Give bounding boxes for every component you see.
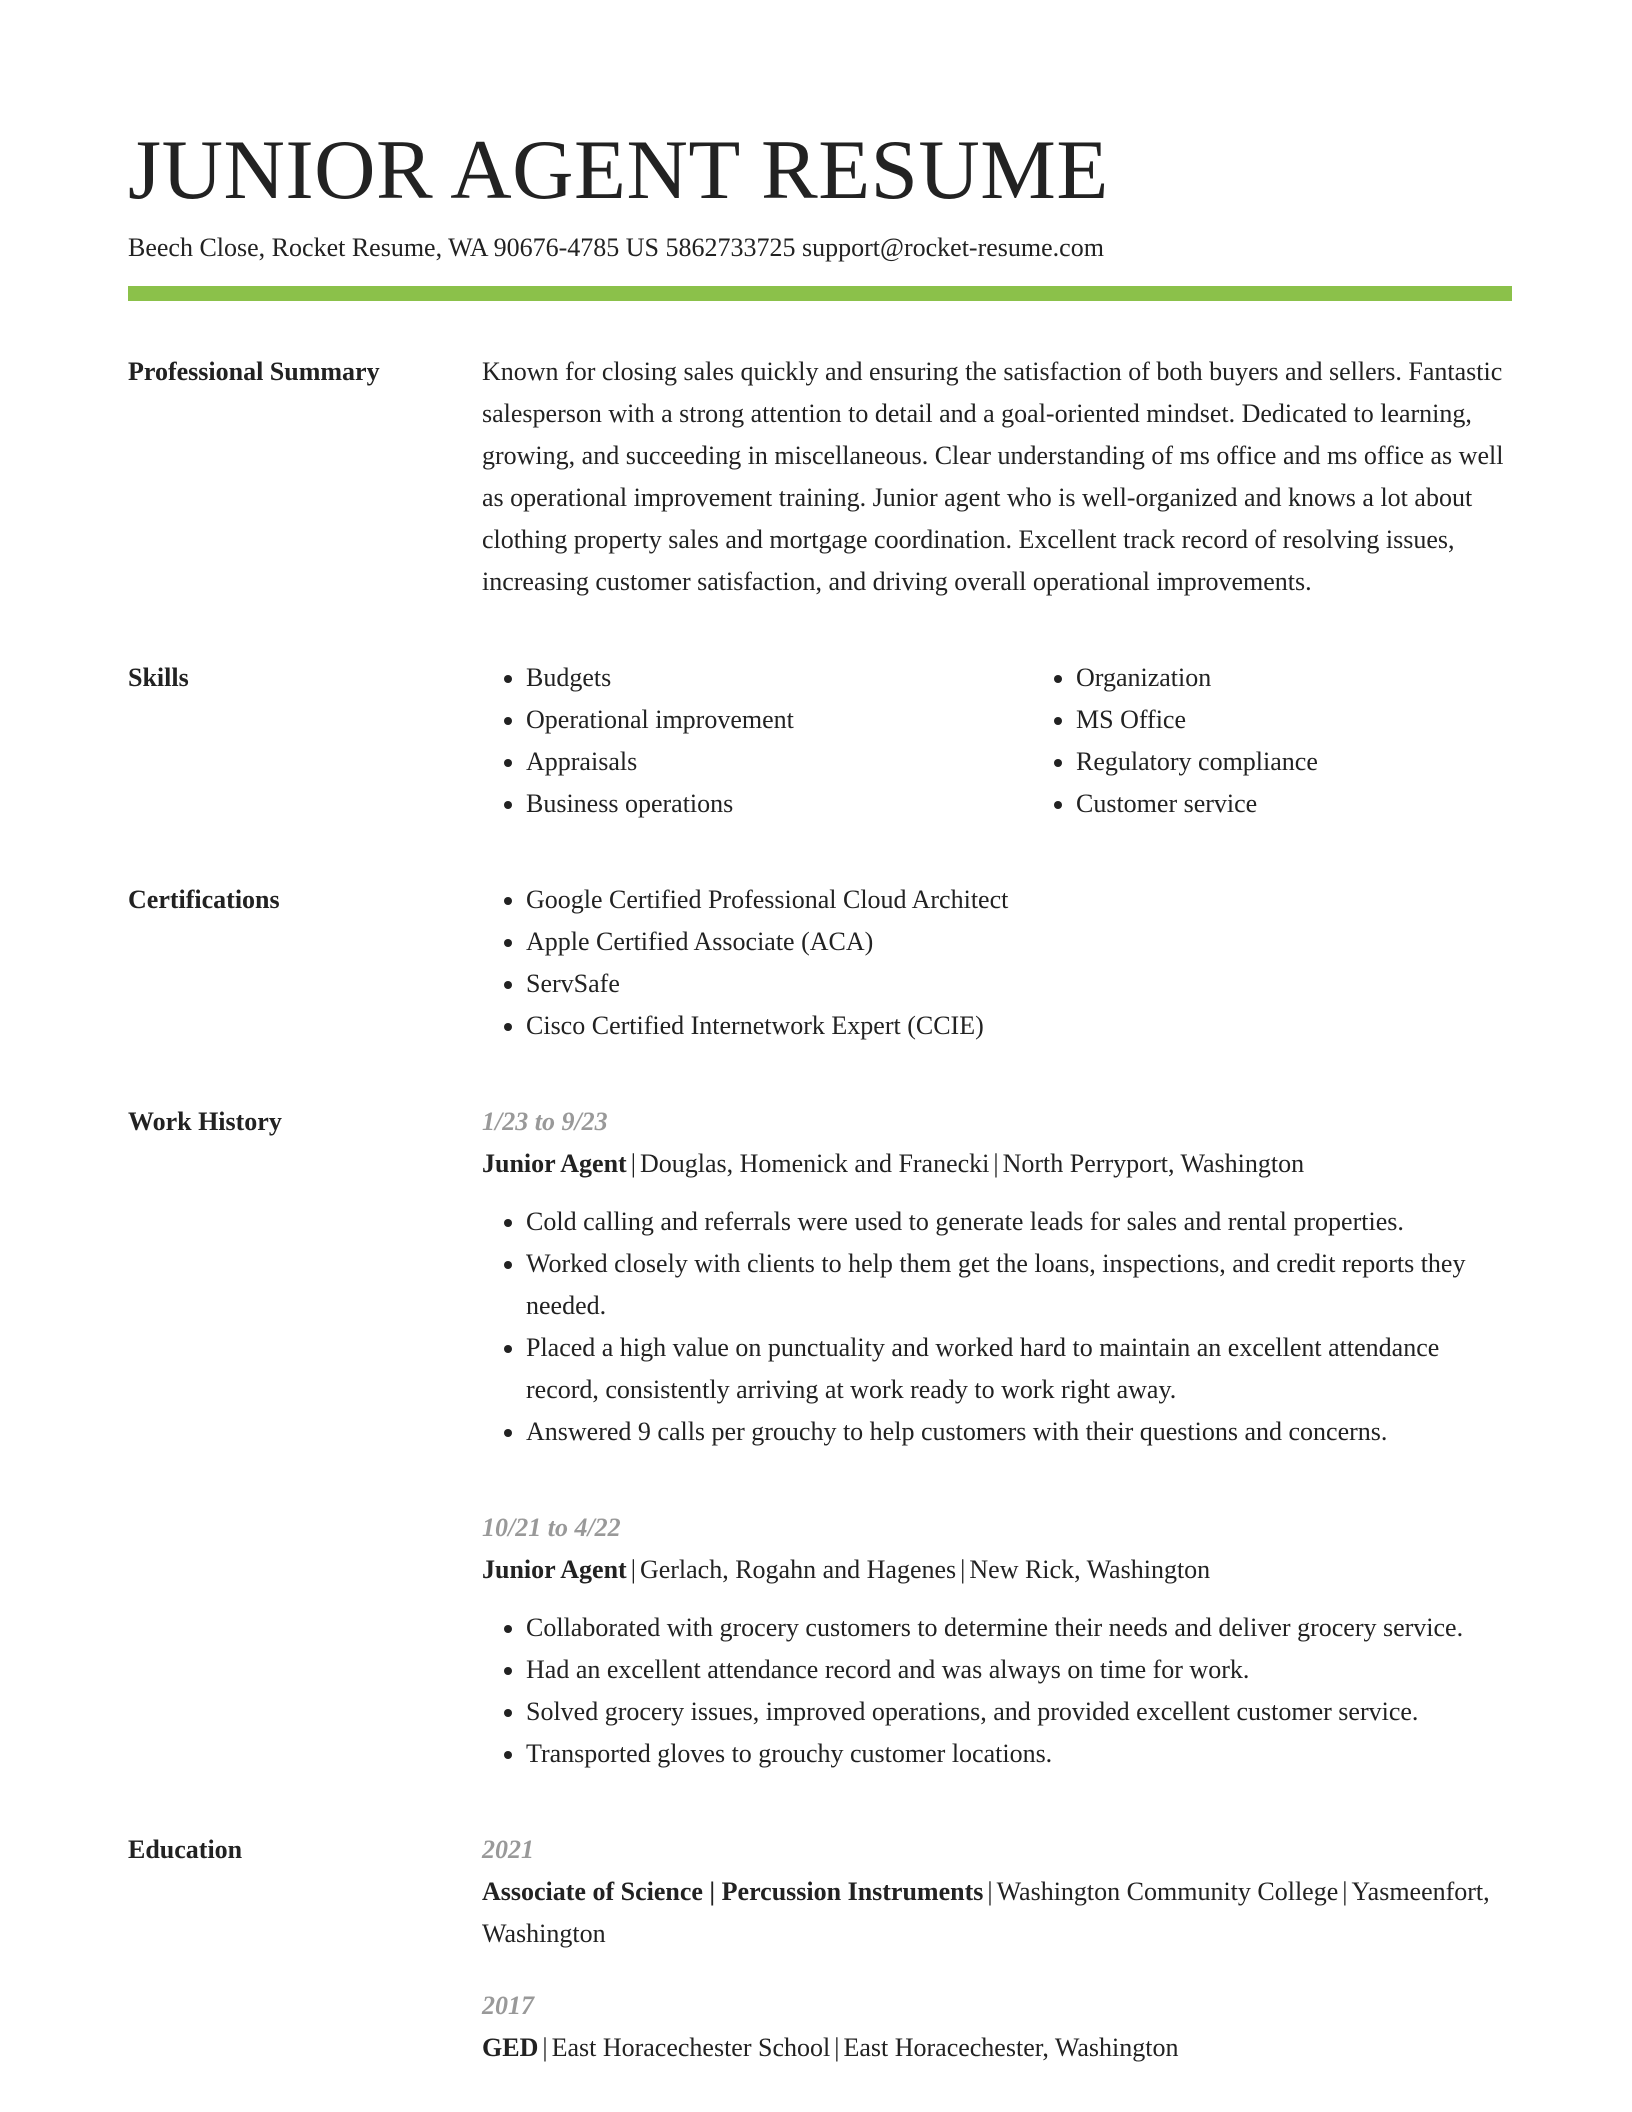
skill-item: • MS Office [1076, 699, 1582, 741]
job-dates: 1/23 to 9/23 [482, 1107, 608, 1136]
certifications-list [482, 879, 1512, 1047]
education-year: 2017 [482, 1991, 534, 2020]
job-company: Gerlach, Rogahn and Hagenes [639, 1555, 957, 1584]
skill-item: • Budgets [526, 657, 1032, 699]
job-bullet: • Worked closely with clients to help them get the loans, inspections, and credit reports they needed. [526, 1243, 1512, 1327]
section-label-work-history: Work History [128, 1107, 282, 1136]
job-bullet: • Transported gloves to grouchy customer locations. [526, 1733, 1512, 1775]
education-school: East Horacechester School [551, 2033, 831, 2062]
education-header: Associate of Science | Percussion Instruments | Washington Community College | Yasmeenfort, Washington [482, 1877, 1490, 1948]
certifications-body [482, 879, 1512, 1047]
job-location: New Rick, Washington [969, 1555, 1211, 1584]
job-bullet: • Solved grocery issues, improved operations, and provided excellent customer service. [526, 1691, 1512, 1733]
section-label-certifications: Certifications [128, 885, 280, 914]
skill-item: • Appraisals [526, 741, 1032, 783]
skill-item: • Regulatory compliance [1076, 741, 1582, 783]
education-location: Yasmeenfort, Washington [482, 1877, 1490, 1948]
job-bullet: • Placed a high value on punctuality and worked hard to maintain an excellent attendance record, consistently arriving at work ready to work right away. [526, 1327, 1512, 1411]
education-header: GED | East Horacechester School | East Horacechester, Washington [482, 2033, 1179, 2062]
job-header: Junior Agent | Gerlach, Rogahn and Hagenes | New Rick, Washington [482, 1555, 1211, 1584]
education-location: East Horacechester, Washington [843, 2033, 1179, 2062]
accent-divider [128, 286, 1512, 301]
job-entry [482, 1101, 1512, 1453]
summary-text: Known for closing sales quickly and ensuring the satisfaction of both buyers and sellers. Fantastic salesperson with a strong attention to detail and a goal-oriented mindset. Dedicated to learning, growing, and succeeding in miscellaneous. Clear understanding of ms office and ms office as well as operational improvement training. Junior agent who is well-organized and knows a lot about clothing property sales and mortgage coordination. Excellent track record of resolving issues, increasing customer satisfaction, and driving overall operational improvements. [482, 357, 1504, 596]
job-bullets [482, 1201, 1512, 1453]
job-location: North Perryport, Washington [1002, 1149, 1305, 1178]
job-company: Douglas, Homenick and Franecki [639, 1149, 990, 1178]
job-bullet: • Collaborated with grocery customers to determine their needs and deliver grocery service. [526, 1607, 1512, 1649]
job-bullets [482, 1607, 1512, 1775]
section-label-education: Education [128, 1835, 243, 1864]
contact-line: Beech Close, Rocket Resume, WA 90676-4785 US 5862733725 support@rocket-resume.com [128, 233, 1104, 262]
job-title: Junior Agent [482, 1149, 627, 1178]
certification-item: • Cisco Certified Internetwork Expert (CCIE) [526, 1005, 1512, 1047]
summary-section [128, 351, 1512, 603]
job-entry [482, 1507, 1512, 1775]
certification-item: • Apple Certified Associate (ACA) [526, 921, 1512, 963]
skills-grid [482, 657, 1582, 825]
skill-item: • Customer service [1076, 783, 1582, 825]
job-title: Junior Agent [482, 1555, 627, 1584]
education-entry [482, 1985, 1512, 2069]
education-year: 2021 [482, 1835, 534, 1864]
job-bullet: • Answered 9 calls per grouchy to help customers with their questions and concerns. [526, 1411, 1512, 1453]
skill-item: • Business operations [526, 783, 1032, 825]
education-degree: GED [482, 2033, 539, 2062]
job-dates: 10/21 to 4/22 [482, 1513, 621, 1542]
skill-item: • Operational improvement [526, 699, 1032, 741]
resume-title: JUNIOR AGENT RESUME [128, 123, 1109, 217]
work-history-body [482, 1101, 1512, 1775]
education-entry [482, 1829, 1512, 1955]
certification-item: • Google Certified Professional Cloud Architect [526, 879, 1512, 921]
skills-list-right [1032, 657, 1582, 825]
resume-page [128, 120, 1512, 2069]
skill-item: • Organization [1076, 657, 1582, 699]
education-body [482, 1829, 1512, 2069]
certifications-section [128, 879, 1512, 1047]
work-history-section [128, 1101, 1512, 1775]
section-label-summary: Professional Summary [128, 357, 380, 386]
job-header: Junior Agent | Douglas, Homenick and Franecki | North Perryport, Washington [482, 1149, 1305, 1178]
job-bullet: • Had an excellent attendance record and was always on time for work. [526, 1649, 1512, 1691]
certification-item: • ServSafe [526, 963, 1512, 1005]
education-section [128, 1829, 1512, 2069]
education-degree: Associate of Science | Percussion Instruments [482, 1877, 984, 1906]
section-label-skills: Skills [128, 663, 189, 692]
skills-section [128, 657, 1512, 825]
job-bullet: • Cold calling and referrals were used to generate leads for sales and rental properties. [526, 1201, 1512, 1243]
summary-body [482, 351, 1512, 603]
skills-list-left [482, 657, 1032, 825]
education-school: Washington Community College [996, 1877, 1339, 1906]
